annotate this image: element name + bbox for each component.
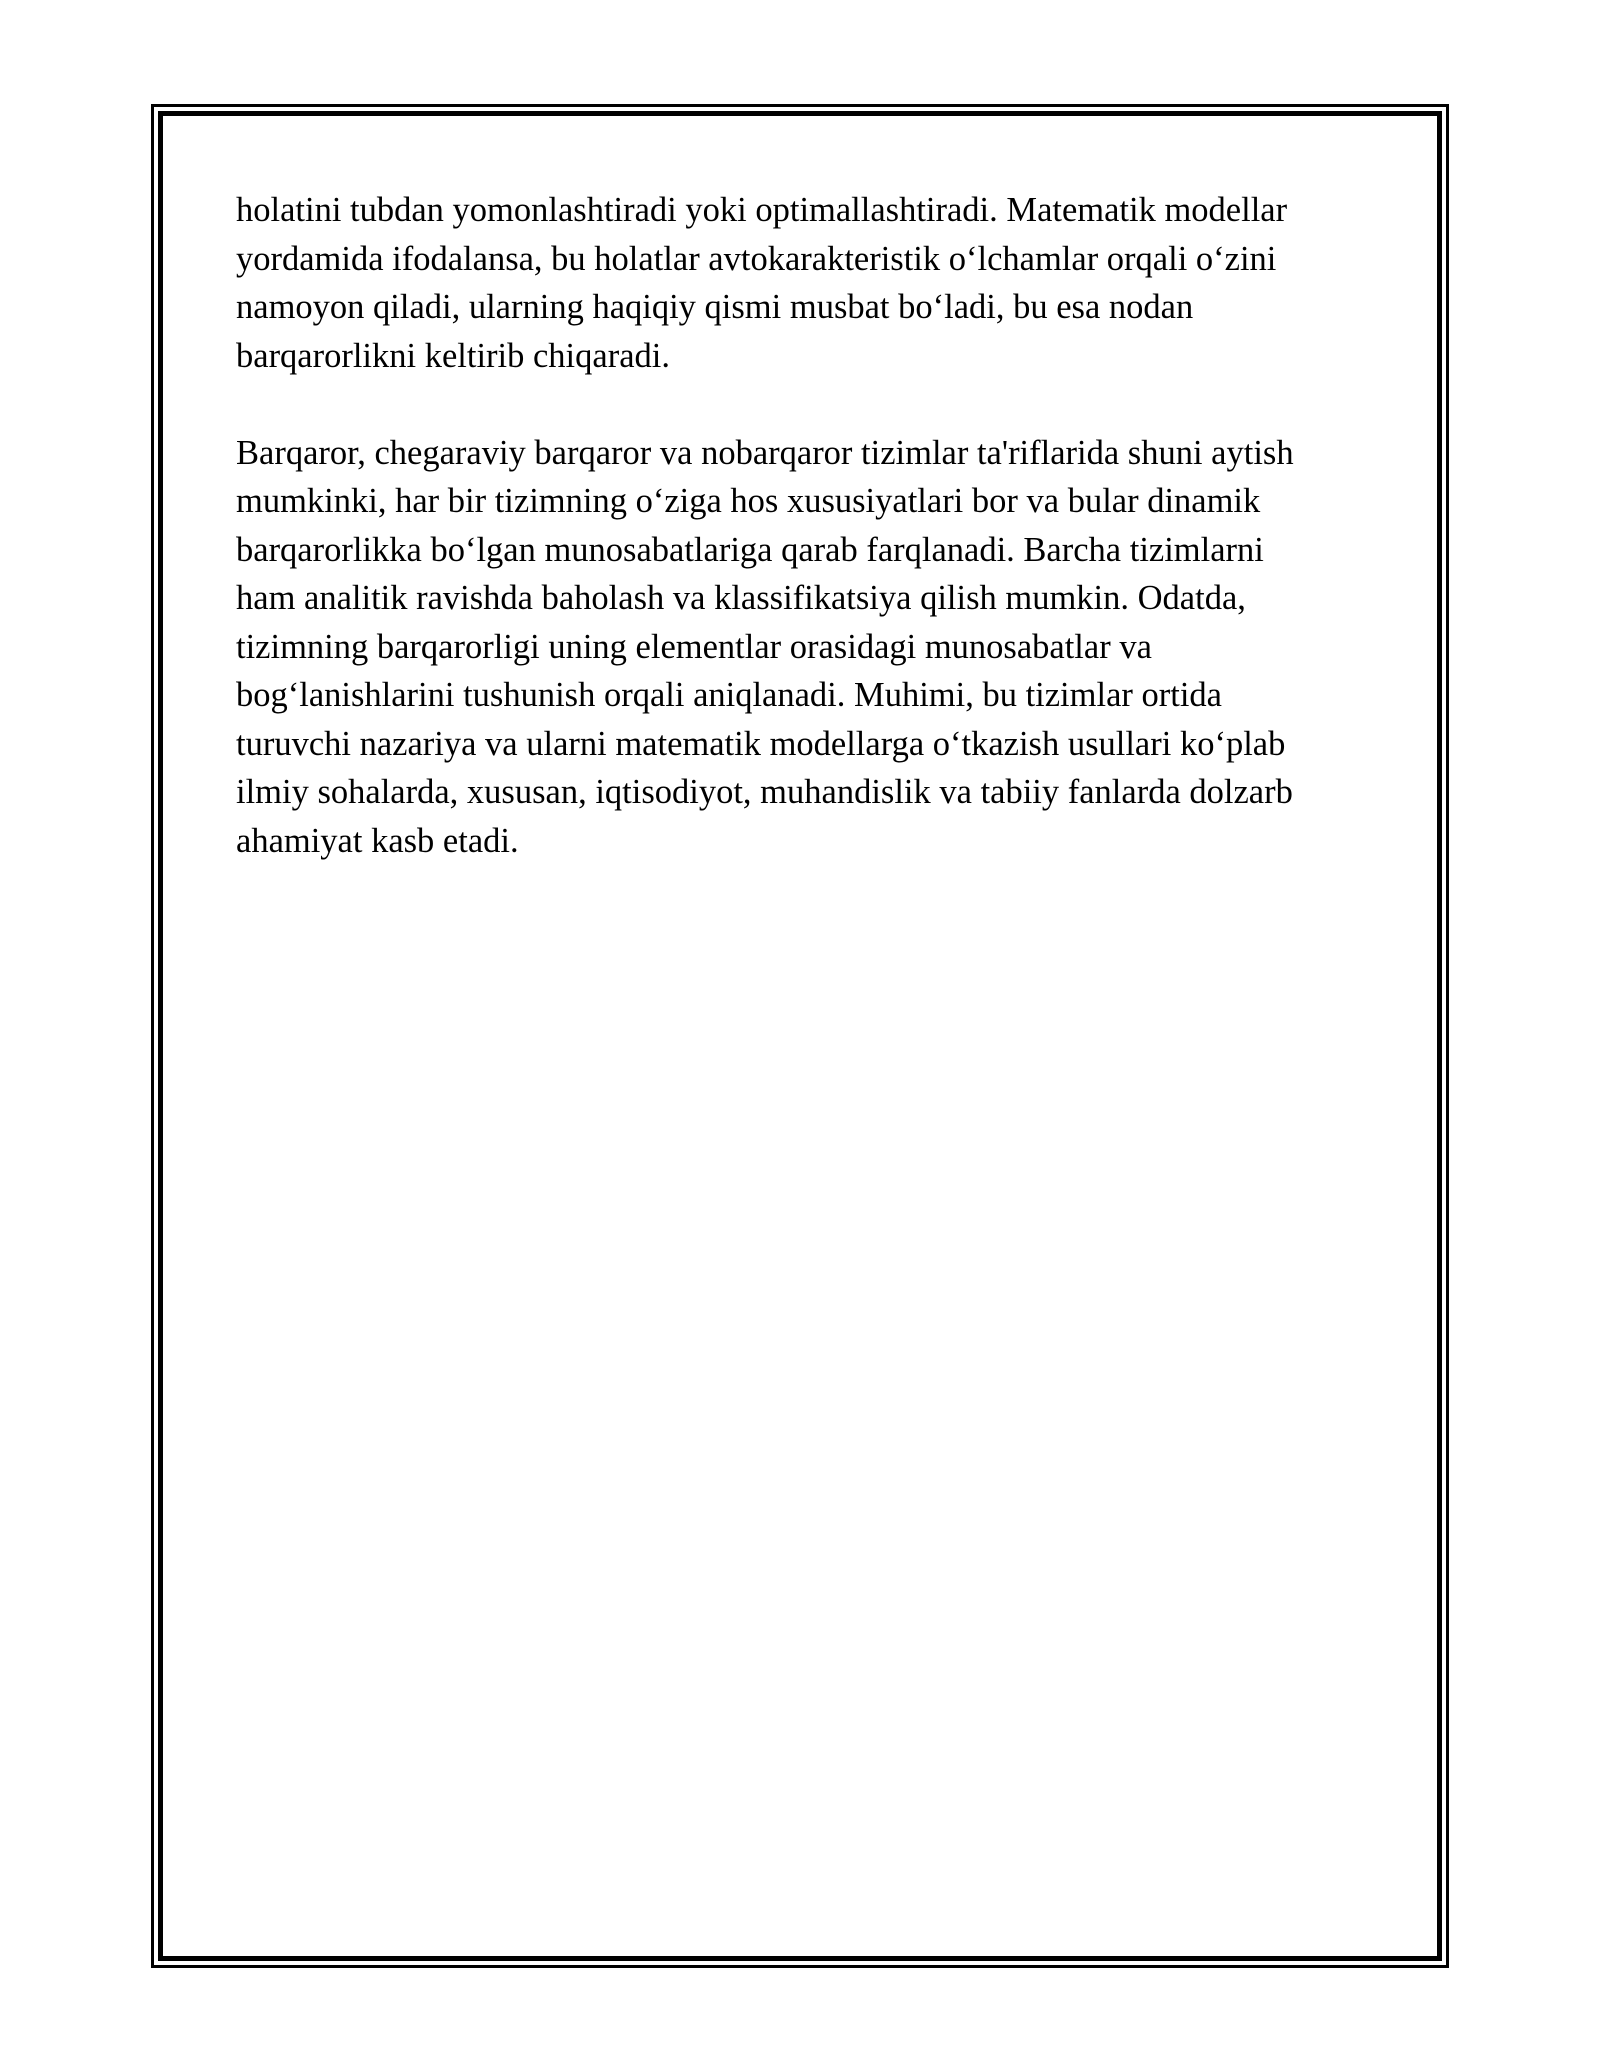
text-line: ham analitik ravishda baholash va klassifikatsiya qilish mumkin. Odatda, <box>236 579 1246 617</box>
text-line: yordamida ifodalansa, bu holatlar avtokarakteristik o‘lchamlar orqali o‘zini <box>236 239 1277 278</box>
text-line: tizimning barqarorligi uning elementlar orasidagi munosabatlar va <box>236 627 1152 666</box>
text-line: mumkinki, har bir tizimning o‘ziga hos xususiyatlari bor va bular dinamik <box>236 482 1261 520</box>
text-line: turuvchi nazariya va ularni matematik modellarga o‘tkazish usullari ko‘plab <box>236 724 1286 763</box>
text-line: barqarorlikka bo‘lgan munosabatlariga qarab farqlanadi. Barcha tizimlarni <box>236 530 1264 569</box>
text-line: ahamiyat kasb etadi. <box>236 821 519 860</box>
text-line: holatini tubdan yomonlashtiradi yoki optimallashtiradi. Matematik modellar <box>236 191 1288 229</box>
text-line: namoyon qiladi, ularning haqiqiy qismi musbat bo‘ladi, bu esa nodan <box>236 288 1194 326</box>
text-line: barqarorlikni keltirib chiqaradi. <box>236 336 670 375</box>
paragraph-1 <box>236 186 1366 380</box>
paragraph-2 <box>236 429 1366 866</box>
text-line: Barqaror, chegaraviy barqaror va nobarqaror tizimlar ta'riflarida shuni aytish <box>236 433 1294 472</box>
document-body <box>236 186 1366 865</box>
text-line: bog‘lanishlarini tushunish orqali aniqlanadi. Muhimi, bu tizimlar ortida <box>236 676 1222 714</box>
text-line: ilmiy sohalarda, xususan, iqtisodiyot, muhandislik va tabiiy fanlarda dolzarb <box>236 773 1293 811</box>
